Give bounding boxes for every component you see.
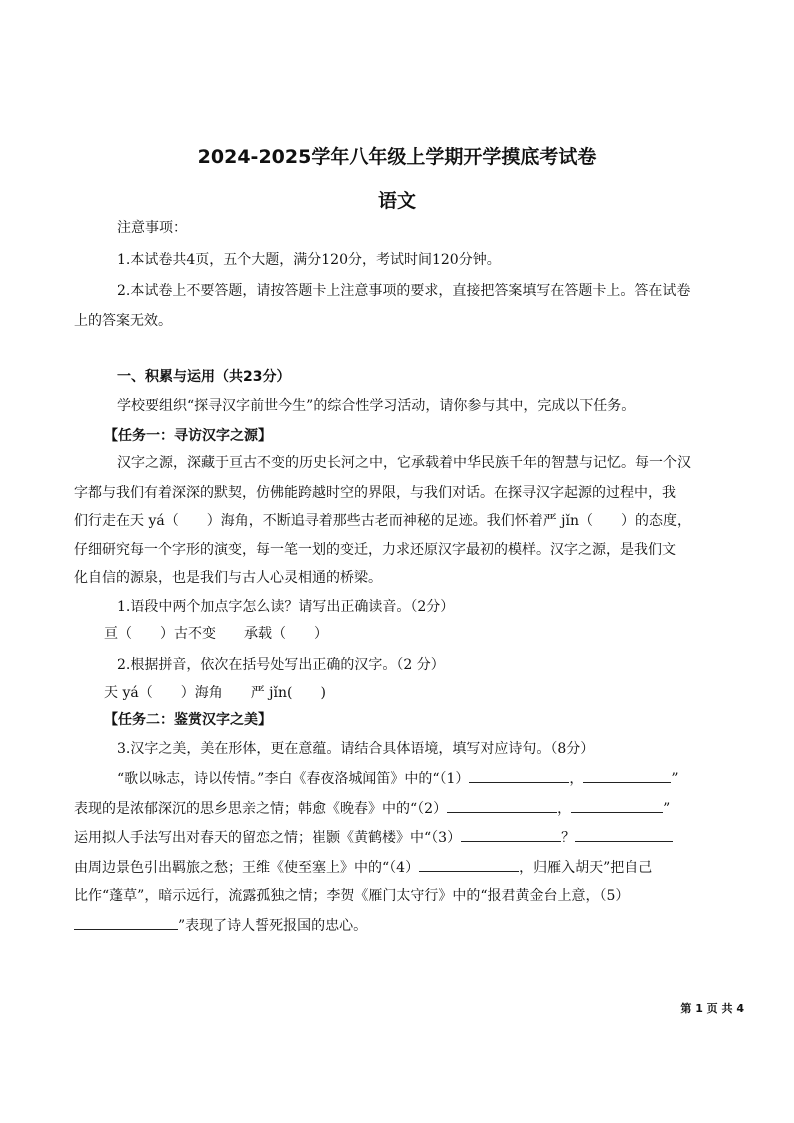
passage-line: 们行走在天 yá（ ）海角，不断追寻着那些古老而神秘的足迹。我们怀着严 jǐn（ ）的态度，: [74, 513, 691, 529]
passage-line: 汉字之源，深藏于亘古不变的历史长河之中，它承载着中华民族千年的智慧与记忆。每一个汉: [117, 455, 691, 471]
poem-fill-line-2: [74, 798, 724, 819]
task-2-heading: 【任务二：鉴赏汉字之美】: [104, 712, 272, 728]
exam-title: 2024-2025学年八年级上学期开学摸底考试卷: [197, 146, 597, 168]
poem-text: ？: [561, 830, 576, 846]
page-number: 第 1 页 共 4: [680, 1002, 744, 1015]
question-3: 3.汉字之美，美在形体，更在意蕴。请结合具体语境，填写对应诗句。（8分）: [117, 741, 595, 757]
poem-text: ”: [671, 771, 679, 787]
answer-blank-4[interactable]: [419, 857, 519, 872]
notice-item-2-cont: 上的答案无效。: [74, 313, 172, 329]
poem-text: ，归雁入胡天”把自己: [519, 860, 653, 876]
question-2-answer-line: 天 yá（ ）海角 严 jǐn( ): [104, 685, 326, 701]
notice-heading: 注意事项：: [117, 220, 187, 236]
poem-fill-line-6: [74, 915, 724, 936]
poem-text: 由周边景色引出羁旅之愁；王维《使至塞上》中的“（4）: [74, 860, 420, 876]
answer-blank-5[interactable]: [74, 915, 178, 930]
answer-blank-2a[interactable]: [447, 798, 557, 813]
subject-title: 语文: [377, 190, 416, 212]
answer-blank-3b[interactable]: [575, 827, 673, 842]
notice-item-1: 1.本试卷共4页，五个大题，满分120分，考试时间120分钟。: [117, 252, 501, 268]
answer-blank-1b[interactable]: [583, 768, 671, 783]
notice-item-2: 2.本试卷上不要答题，请按答题卡上注意事项的要求，直接把答案填写在答题卡上。答在试卷: [117, 283, 691, 299]
poem-fill-line-3: [74, 827, 724, 848]
poem-fill-line-5: 比作“蓬草”，暗示远行，流露孤独之情；李贺《雁门太守行》中的“报君黄金台上意，（5）: [74, 888, 630, 904]
question-1: 1.语段中两个加点字怎么读？请写出正确读音。（2分）: [117, 599, 455, 615]
poem-text: 运用拟人手法写出对春天的留恋之情；崔颢《黄鹤楼》中“（3）: [74, 830, 462, 846]
answer-blank-3a[interactable]: [461, 827, 561, 842]
section-1-heading: 一、积累与运用（共23分）: [117, 369, 291, 385]
answer-blank-1a[interactable]: [469, 768, 569, 783]
question-2: 2.根据拼音，依次在括号处写出正确的汉字。（2 分）: [117, 657, 445, 673]
answer-blank-2b[interactable]: [571, 798, 663, 813]
poem-text: ”: [663, 801, 671, 817]
section-1-intro: 学校要组织“探寻汉字前世今生”的综合性学习活动，请你参与其中，完成以下任务。: [117, 398, 636, 414]
passage-line: 化自信的源泉，也是我们与古人心灵相通的桥梁。: [74, 570, 382, 586]
poem-text: “歌以咏志，诗以传情。”李白《春夜洛城闻笛》中的“（1）: [117, 771, 470, 787]
poem-text: ，: [557, 801, 572, 817]
poem-fill-line-1: [117, 768, 767, 789]
poem-text: ，: [569, 771, 584, 787]
passage-line: 字都与我们有着深深的默契，仿佛能跨越时空的界限，与我们对话。在探寻汉字起源的过程中，我: [74, 485, 676, 501]
question-1-answer-line: 亘（ ）古不变 承载（ ）: [104, 626, 328, 642]
poem-fill-line-4: [74, 857, 724, 878]
poem-text: 表现的是浓郁深沉的思乡思亲之情；韩愈《晚春》中的“（2）: [74, 801, 448, 817]
passage-line: 仔细研究每一个字形的演变，每一笔一划的变迁，力求还原汉字最初的模样。汉字之源，是我们文: [74, 542, 676, 558]
poem-text: ”表现了诗人誓死报国的忠心。: [178, 918, 368, 934]
task-1-heading: 【任务一：寻访汉字之源】: [104, 428, 272, 444]
